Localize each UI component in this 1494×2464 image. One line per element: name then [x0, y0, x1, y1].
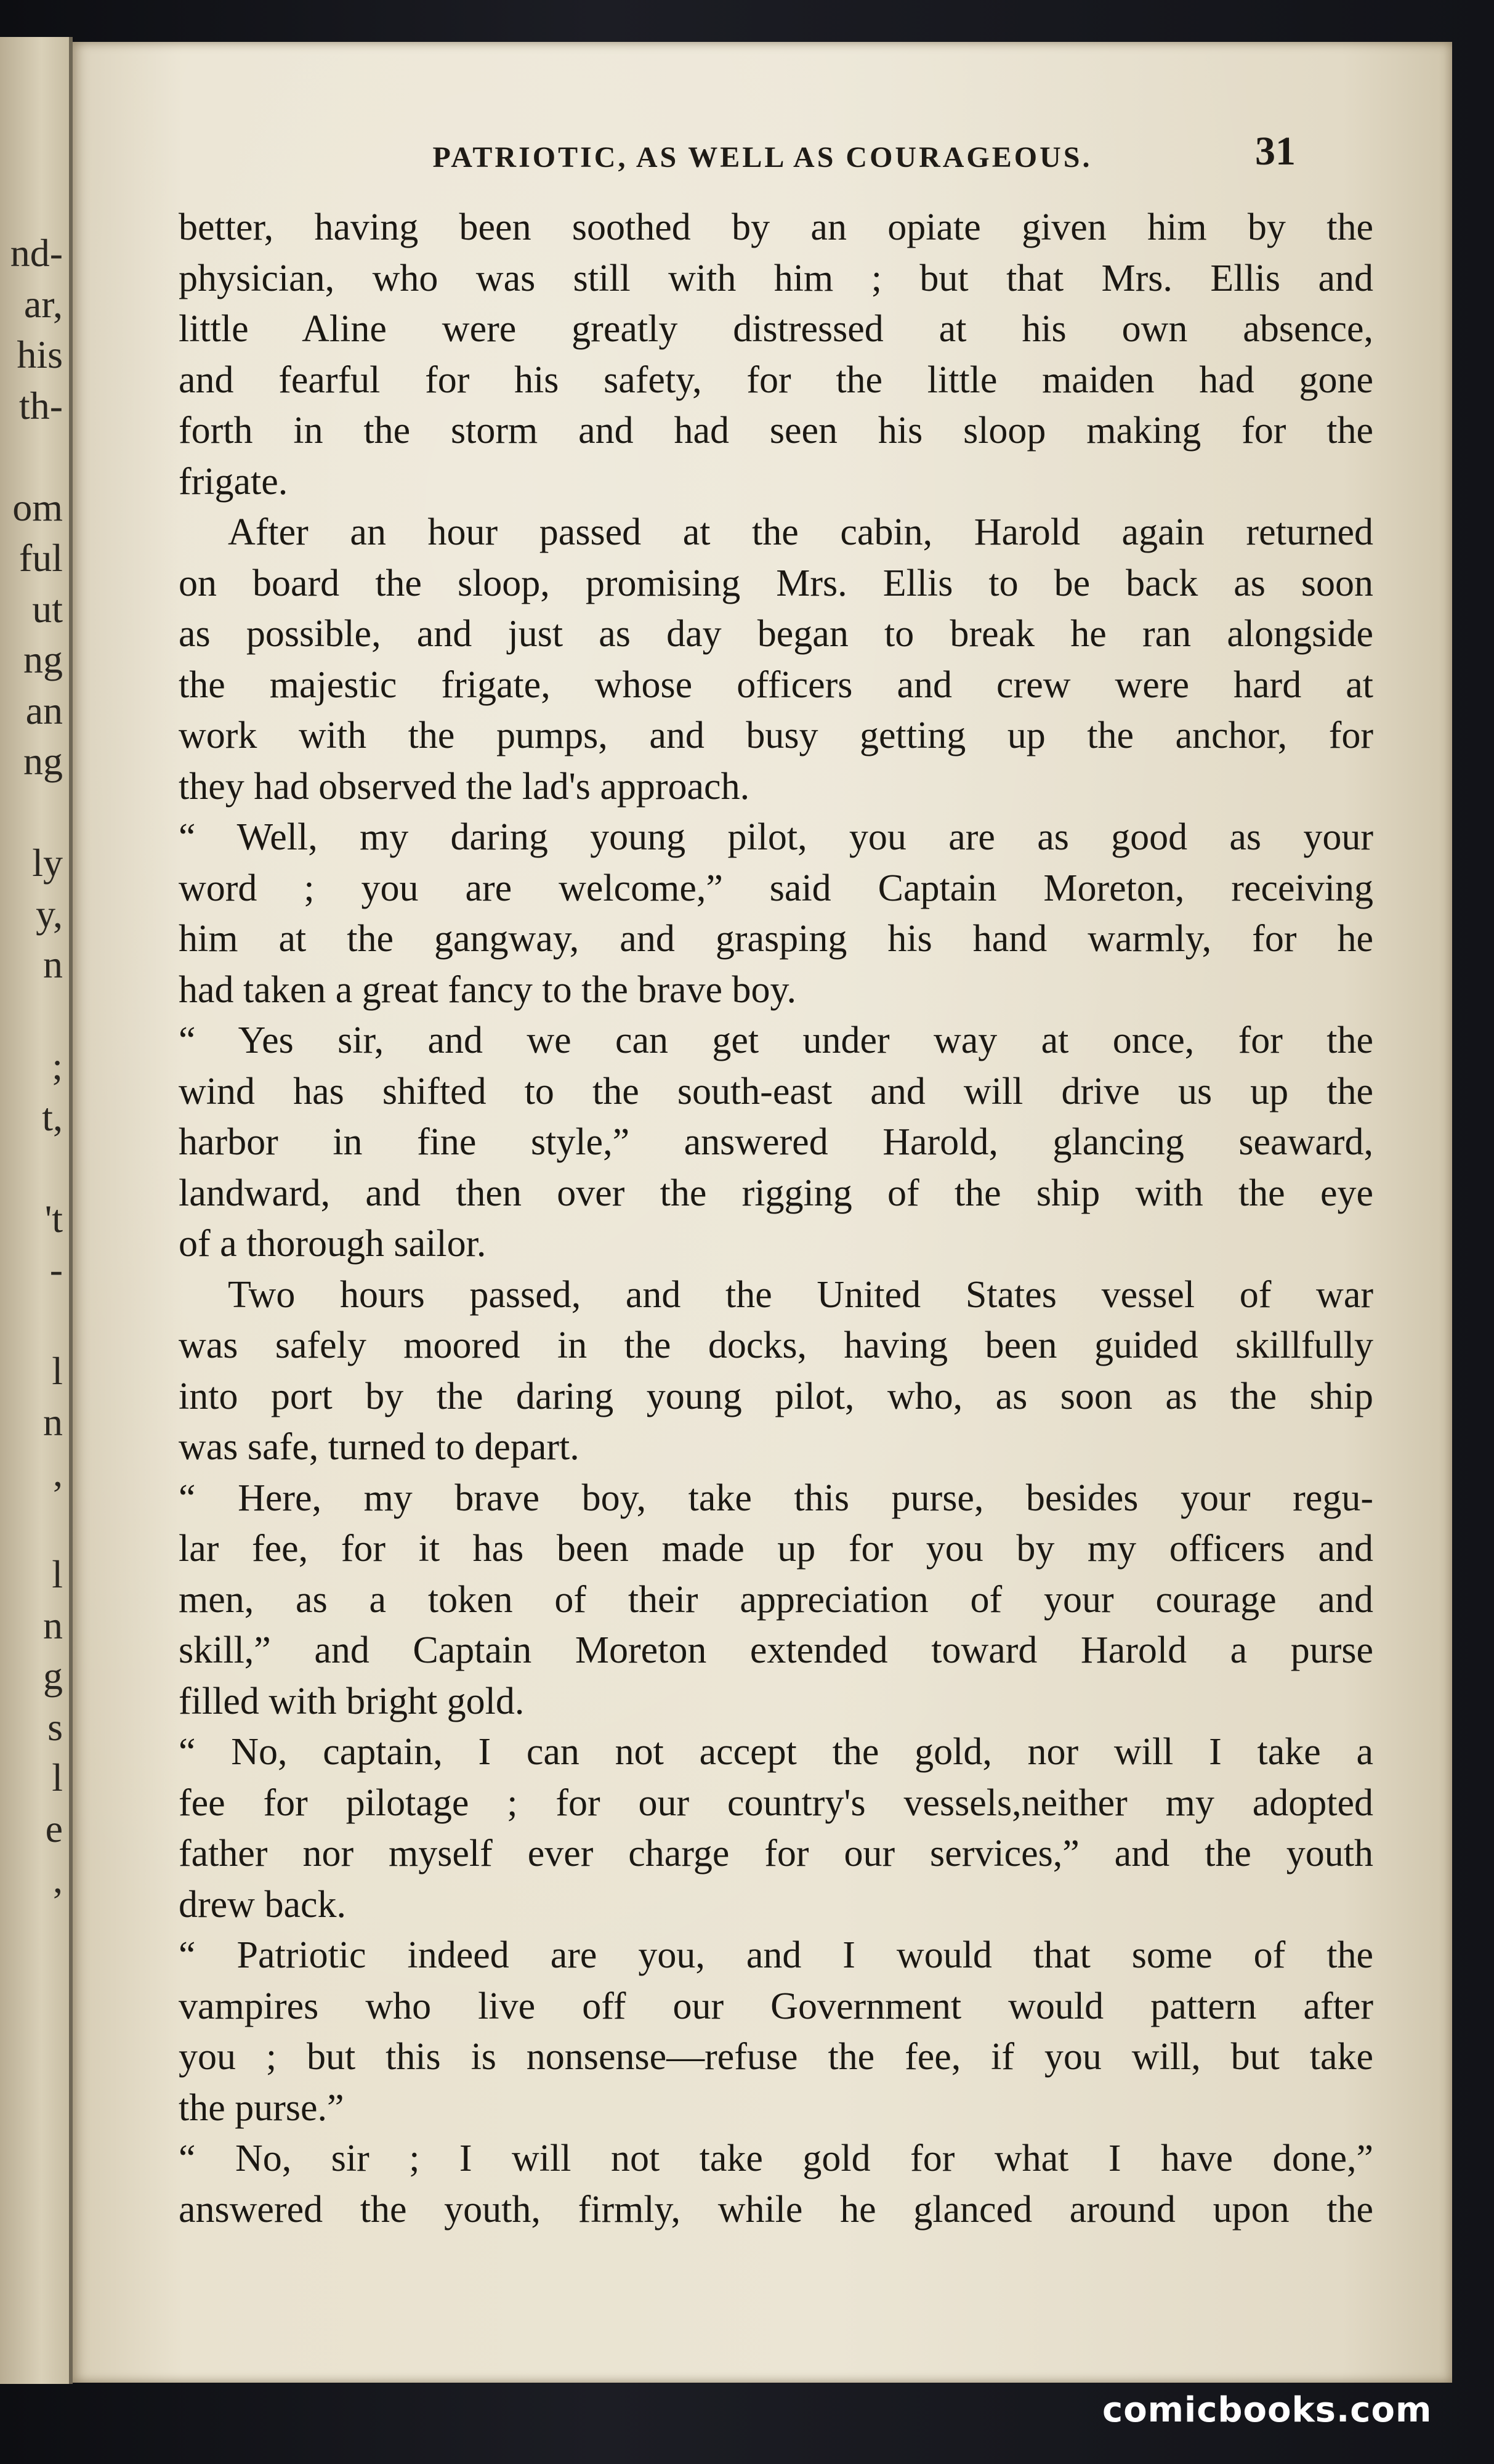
text-line: word ; you are welcome,” said Captain Moreton, receiving [179, 867, 1373, 909]
text-line: work with the pumps, and busy getting up the anchor, for [179, 715, 1373, 756]
text-line: you ; but this is nonsense—refuse the fee, if you will, but take [179, 2036, 1373, 2078]
text-line: answered the youth, firmly, while he glanced around upon the [179, 2188, 1373, 2231]
facing-page-fragment: his [17, 333, 63, 376]
running-head: PATRIOTIC, AS WELL AS COURAGEOUS. [432, 141, 1092, 174]
text-line: “ Here, my brave boy, take this purse, besides your regu- [179, 1477, 1373, 1519]
text-line: harbor in fine style,” answered Harold, glancing seaward, [179, 1121, 1373, 1163]
text-line: “ Well, my daring young pilot, you are as good as your [179, 816, 1373, 858]
facing-page-fragment: n [43, 1603, 63, 1647]
facing-page-fragment: ng [23, 739, 63, 783]
facing-page-fragment: s [47, 1704, 63, 1749]
text-line: the purse.” [179, 2086, 344, 2129]
text-line: him at the gangway, and grasping his hand warmly, for he [179, 918, 1373, 960]
facing-page-fragment: an [25, 688, 63, 732]
text-line: filled with bright gold. [179, 1680, 525, 1722]
facing-page-fragment: y, [36, 891, 63, 936]
text-line: father nor myself ever charge for our services,” and the youth [179, 1833, 1373, 1874]
facing-page-fragment [0, 431, 63, 482]
text-line: and fearful for his safety, for the little maiden had gone [179, 359, 1373, 401]
text-line: was safe, turned to depart. [179, 1426, 579, 1468]
text-line: forth in the storm and had seen his sloop making for the [179, 410, 1373, 452]
facing-page-fragment [0, 1905, 63, 1956]
facing-page-fragment: nd- [10, 231, 63, 275]
text-line: landward, and then over the rigging of the ship with the eye [179, 1172, 1373, 1214]
watermark: comicbooks.com [1102, 2390, 1432, 2430]
text-line: skill,” and Captain Moreton extended toward Harold a purse [179, 1629, 1373, 1671]
facing-page-fragment: 't [44, 1196, 63, 1241]
text-line: drew back. [179, 1883, 346, 1926]
text-line: Two hours passed, and the United States vessel of war [228, 1273, 1373, 1316]
facing-page-fragment: ut [32, 586, 63, 631]
facing-page-fragment: e [45, 1806, 63, 1850]
text-line: had taken a great fancy to the brave boy. [179, 968, 797, 1011]
text-line: the majestic frigate, whose officers and crew were hard at [179, 663, 1373, 706]
text-line: on board the sloop, promising Mrs. Ellis to be back as soon [179, 562, 1373, 604]
facing-page-fragment: th- [18, 383, 63, 428]
text-line: of a thorough sailor. [179, 1223, 487, 1265]
text-line: as possible, and just as day began to break he ran alongside [179, 613, 1373, 655]
facing-page-fragment [0, 1499, 63, 1550]
text-line: After an hour passed at the cabin, Harold again returned [228, 511, 1373, 553]
facing-page-fragment [0, 991, 63, 1042]
facing-page-fragment: ‐ [49, 1247, 63, 1291]
facing-page-fragment: ful [18, 536, 63, 580]
facing-page-fragment: , [53, 1857, 63, 1901]
facing-page-fragment [0, 1143, 63, 1194]
facing-page-fragment: l [52, 1552, 63, 1596]
facing-page-fragment: om [12, 485, 63, 529]
text-line: physician, who was still with him ; but that Mrs. Ellis and [179, 257, 1373, 299]
text-line: wind has shifted to the south-east and will drive us up the [179, 1070, 1373, 1112]
facing-page-fragment: n [43, 942, 63, 986]
text-line: lar fee, for it has been made up for you by my officers and [179, 1528, 1373, 1570]
text-line: was safely moored in the docks, having been guided skillfully [179, 1324, 1373, 1366]
facing-page-fragment: g [43, 1654, 63, 1698]
facing-page-fragment: ; [52, 1044, 63, 1088]
text-line: “ No, sir ; I will not take gold for what I have done,” [179, 2138, 1373, 2179]
book-page [73, 42, 1452, 2383]
facing-page-fragment [0, 787, 63, 838]
facing-page-fragment: ng [23, 638, 63, 681]
body-text [179, 202, 1373, 2235]
text-line: little Aline were greatly distressed at his own absence, [179, 308, 1373, 350]
facing-page-fragment: t, [42, 1095, 63, 1139]
facing-page-text-fragments [0, 228, 69, 1956]
text-line: better, having been soothed by an opiate given him by the [179, 206, 1373, 248]
text-line: vampires who live off our Government would pattern after [179, 1985, 1373, 2027]
facing-page-edge [0, 37, 73, 2384]
text-line: they had observed the lad's approach. [179, 765, 750, 808]
facing-page-fragment [0, 1295, 63, 1347]
facing-page-fragment: ar, [23, 282, 63, 326]
facing-page-fragment: , [53, 1451, 63, 1494]
text-line: men, as a token of their appreciation of your courage and [179, 1578, 1373, 1621]
text-line: “ Patriotic indeed are you, and I would that some of the [179, 1934, 1373, 1976]
facing-page-fragment: ly [32, 841, 63, 885]
text-line: “ Yes sir, and we can get under way at once, for the [179, 1019, 1373, 1061]
facing-page-fragment: l [52, 1349, 63, 1393]
text-line: into port by the daring young pilot, who, as soon as the ship [179, 1375, 1373, 1417]
facing-page-fragment: l [52, 1756, 63, 1799]
text-line: frigate. [179, 460, 288, 503]
page-number: 31 [1255, 129, 1296, 174]
text-line: fee for pilotage ; for our country's vessels,neither my adopted [179, 1781, 1373, 1824]
facing-page-fragment: n [43, 1400, 63, 1444]
text-line: “ No, captain, I can not accept the gold, nor will I take a [179, 1731, 1373, 1773]
